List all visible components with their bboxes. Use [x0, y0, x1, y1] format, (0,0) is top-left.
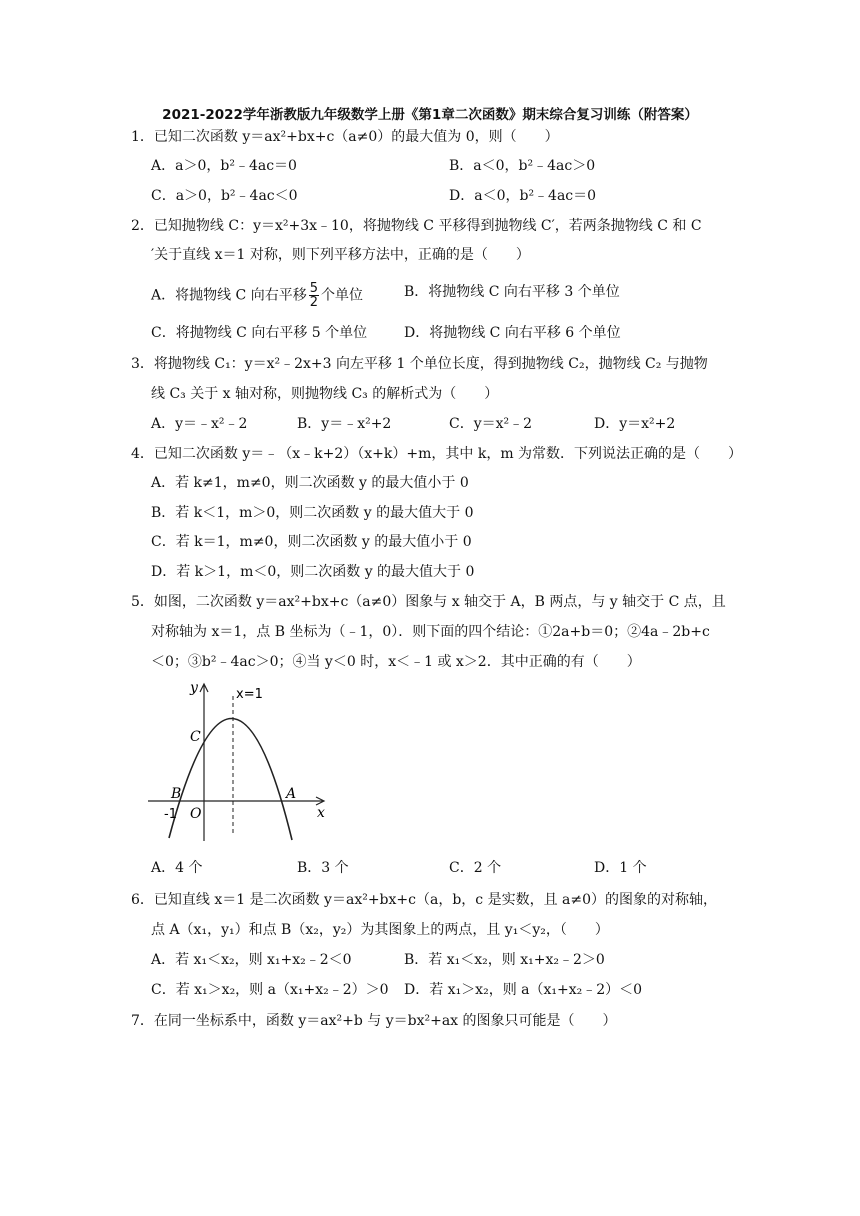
q3-stem-line1: 3．将抛物线 C₁：y＝x²﹣2x+3 向左平移 1 个单位长度，得到抛物线 C₂，抛物线 C₂ 与抛物	[131, 356, 708, 372]
q2-option-a	[151, 282, 363, 309]
q2-stem-line1: 2．已知抛物线 C：y＝x²+3x﹣10，将抛物线 C 平移得到抛物线 C′，若两条抛物线 C 和 C	[131, 218, 702, 234]
q6-option-d: D．若 x₁＞x₂，则 a（x₁+x₂﹣2）＜0	[404, 982, 643, 998]
q6-stem-line2: 点 A（x₁，y₁）和点 B（x₂，y₂）为其图象上的两点，且 y₁＜y₂，（ ）	[151, 922, 609, 938]
q1-option-a: A．a＞0，b²﹣4ac＝0	[151, 158, 297, 174]
q2-option-a-fraction	[309, 282, 319, 309]
origin-label: O	[190, 806, 202, 822]
q2-option-b: B．将抛物线 C 向右平移 3 个单位	[404, 284, 620, 300]
symmetry-axis-label: x=1	[236, 687, 263, 702]
q2-stem-line2: ′关于直线 x＝1 对称，则下列平移方法中，正确的是（ ）	[151, 247, 530, 263]
q5-option-d: D．1 个	[594, 860, 647, 876]
q1-option-b: B．a＜0，b²﹣4ac＞0	[449, 158, 596, 174]
q6-option-b: B．若 x₁＜x₂，则 x₁+x₂﹣2＞0	[404, 952, 605, 968]
q2-option-a-suffix: 个单位	[321, 287, 364, 304]
q2-option-d: D．将抛物线 C 向右平移 6 个单位	[404, 325, 621, 341]
point-b-label: B	[171, 786, 182, 802]
q5-option-a: A．4 个	[151, 860, 203, 876]
q4-option-b: B．若 k＜1，m＞0，则二次函数 y 的最大值大于 0	[151, 505, 474, 521]
document-title: 2021-2022学年浙教版九年级数学上册《第1章二次函数》期末综合复习训练（附答案）	[162, 107, 698, 123]
q3-option-a: A．y＝﹣x²﹣2	[151, 416, 248, 432]
fraction-denominator: 2	[309, 295, 319, 310]
q5-option-b: B．3 个	[297, 860, 349, 876]
y-axis-label: y	[190, 680, 198, 696]
q4-option-c: C．若 k＝1，m≠0，则二次函数 y 的最大值小于 0	[151, 534, 472, 550]
minus-one-label: -1	[164, 807, 177, 822]
q4-option-a: A．若 k≠1，m≠0，则二次函数 y 的最大值小于 0	[151, 475, 469, 491]
q1-option-c: C．a＞0，b²﹣4ac＜0	[151, 188, 298, 204]
point-a-label: A	[286, 786, 297, 802]
fraction-numerator: 5	[309, 281, 319, 296]
q5-stem-line3: ＜0；③b²﹣4ac＞0；④当 y＜0 时，x＜﹣1 或 x＞2．其中正确的有（ ）	[151, 654, 641, 670]
q3-option-c: C．y＝x²﹣2	[449, 416, 533, 432]
q6-option-a: A．若 x₁＜x₂，则 x₁+x₂﹣2＜0	[151, 952, 352, 968]
q5-option-c: C．2 个	[449, 860, 502, 876]
q1-option-d: D．a＜0，b²﹣4ac＝0	[449, 188, 597, 204]
q3-option-b: B．y＝﹣x²+2	[297, 416, 392, 432]
q2-option-c: C．将抛物线 C 向右平移 5 个单位	[151, 325, 368, 341]
q4-option-d: D．若 k＞1，m＜0，则二次函数 y 的最大值大于 0	[151, 564, 475, 580]
q6-option-c: C．若 x₁＞x₂，则 a（x₁+x₂﹣2）＞0	[151, 982, 389, 998]
x-axis-label: x	[317, 805, 325, 821]
q5-parabola-figure	[140, 676, 340, 846]
q4-stem: 4．已知二次函数 y＝﹣（x﹣k+2）（x+k）+m，其中 k，m 为常数．下列说法正确的是（ ）	[131, 446, 743, 462]
q2-option-a-text: A．将抛物线 C 向右平移	[151, 287, 307, 304]
point-c-label: C	[190, 729, 201, 745]
q1-stem: 1．已知二次函数 y＝ax²+bx+c（a≠0）的最大值为 0，则（ ）	[131, 129, 559, 145]
q5-stem-line1: 5．如图，二次函数 y＝ax²+bx+c（a≠0）图象与 x 轴交于 A，B 两点，与 y 轴交于 C 点，且	[131, 594, 726, 610]
q5-stem-line2: 对称轴为 x＝1，点 B 坐标为（﹣1，0）．则下面的四个结论：①2a+b＝0；②4a﹣2b+c	[151, 624, 710, 640]
q6-stem-line1: 6．已知直线 x＝1 是二次函数 y＝ax²+bx+c（a，b，c 是实数，且 a≠0）的图象的对称轴，	[131, 892, 718, 908]
q7-stem: 7．在同一坐标系中，函数 y＝ax²+b 与 y＝bx²+ax 的图象只可能是（ ）	[131, 1013, 617, 1029]
q3-stem-line2: 线 C₃ 关于 x 轴对称，则抛物线 C₃ 的解析式为（ ）	[151, 386, 499, 402]
parabola-curve	[169, 718, 292, 840]
q3-option-d: D．y＝x²+2	[594, 416, 676, 432]
